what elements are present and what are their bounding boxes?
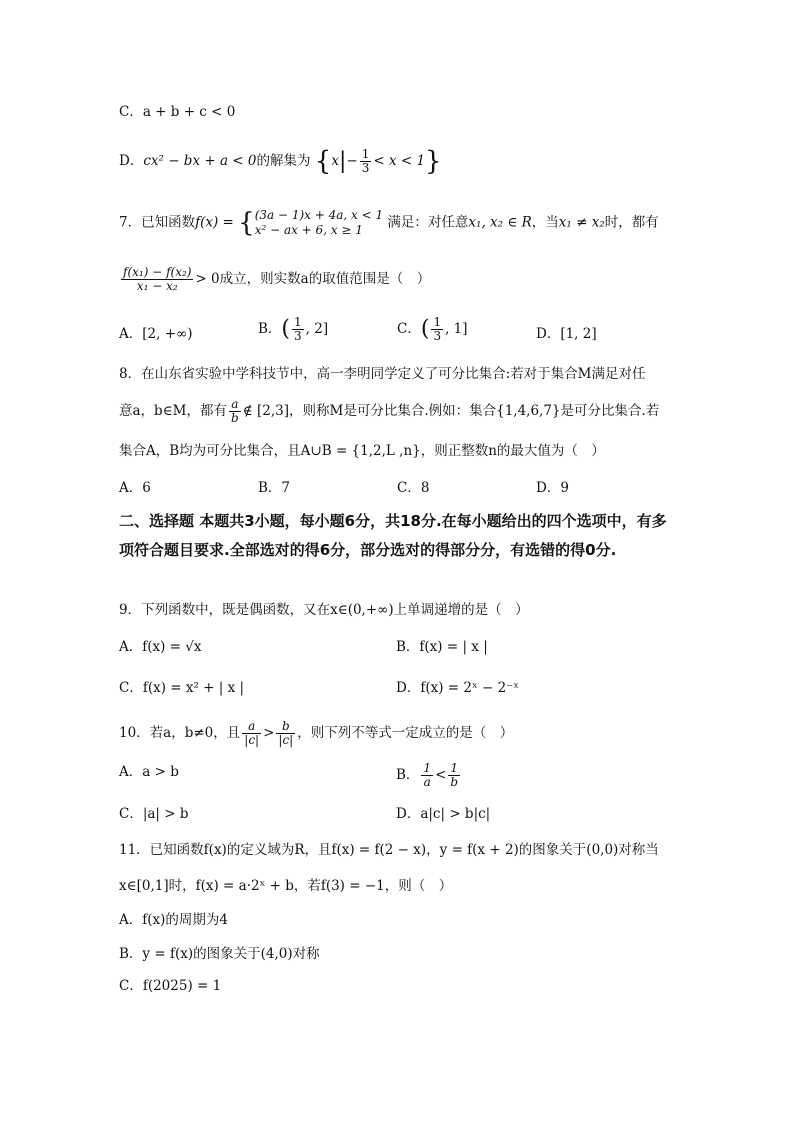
set-close-brace: } [425,146,442,177]
q7-mid2: ，当 [531,214,559,231]
q6-option-d-prefix: D． [119,153,144,169]
set-bar: | [338,148,347,174]
q10-option-b-fraction-2 [448,762,460,789]
q10-option-b-f2-num: 1 [448,762,460,776]
q9-option-c: C．f(x) = x² + | x | [119,680,245,696]
q7-option-c-fraction: $\frac{1}{3}$ [433,315,442,343]
set-var: x [331,153,339,169]
set-right: < x < 1 [373,153,426,169]
piece-case-2: x² − ax + 6, x ≥ 1 [254,223,363,237]
q11-option-c: C．f(2025) = 1 [119,978,222,994]
q7-option-b-fraction: $\frac{1}{3}$ [294,315,302,343]
q10-option-b-f2-den: b [450,775,459,789]
piecewise-brace: { [238,208,255,238]
set-fraction [360,148,372,175]
q7-option-c: C．( $\frac{1}{3}$ , 1] [397,315,468,343]
q9-option-a: A．f(x) = √x [119,639,202,655]
q7-fraction [121,266,193,293]
q10-fraction-1-num: a [242,720,261,734]
q7-option-b-prefix: B． [258,321,282,337]
q7-option-d: D．[1, 2] [536,326,597,342]
piece-case-1: (3a − 1)x + 4a, x < 1 [254,208,384,222]
q8-stem-line3: 集合A，B均为可分比集合，且A∪B = {1,2,L ,n}，则正整数n的最大值为（ ） [119,443,605,459]
set-open-brace: { [314,146,332,177]
q10-option-b [396,762,462,789]
q8-fraction-num: a [229,398,241,412]
q8-line2-b: ∉ [2,3]，则称M是可分比集合.例如：集合{1,4,6,7}是可分比集合.若 [242,403,660,419]
q11-stem-line2: x∈[0,1]时，f(x) = a·2ˣ + b，若f(3) = −1，则（ ） [119,878,453,894]
q8-option-a: A．6 [119,480,151,496]
q7-fraction-den: x₁ − x₂ [136,279,178,293]
q10-option-b-lt: < [435,767,447,783]
q10-fraction-2-num: b [276,720,295,734]
q7-fx: f(x) = [195,214,234,231]
set-fraction-num: 1 [361,147,370,161]
q6-option-d [119,148,442,175]
q9-option-b: B．f(x) = | x | [396,639,488,655]
q10-fraction-1-den: |c| [244,733,260,747]
q10-stem [119,720,513,747]
q8-option-c: C．8 [397,480,430,496]
q6-option-d-mid: 的解集为 [256,153,311,169]
q10-gt: > [263,725,275,741]
q9-stem: 9．下列函数中，既是偶函数，又在x∈(0,+∞)上单调递增的是（ ） [119,602,529,618]
q10-fraction-1 [242,720,261,747]
q10-option-b-f1-num: 1 [423,761,432,775]
q10-option-b-prefix: B． [396,767,420,783]
q10-fraction-2-den: |c| [278,733,294,747]
q7-option-b: B．( $\frac{1}{3}$ , 2] [258,315,329,343]
q6-option-c: C．a + b + c < 0 [119,104,236,120]
piecewise-cases [255,208,383,238]
q10-option-d: D．a|c| > b|c| [396,806,491,822]
q7-mid: 满足：对任意 [387,214,469,231]
q10-fraction-2 [276,720,295,747]
q8-option-d: D．9 [536,480,569,496]
q8-stem-line2 [119,398,659,425]
section-2-heading: 二、选择题 本题共3小题，每小题6分，共18分.在每小题给出的四个选项中，有多项符合题目要求.全部选对的得6分，部分选对的得部分分，有选错的得0分. [119,512,667,559]
q10-option-c: C．|a| > b [119,806,189,822]
q7-vars: x₁, x₂ ∈ R [468,214,532,231]
q11-option-a: A．f(x)的周期为4 [119,912,228,928]
q7-stem-line1 [119,208,659,238]
q7-prefix: 7．已知函数 [119,214,196,231]
q6-option-d-expr: cx² − bx + a < 0 [143,153,257,169]
q10-option-b-fraction-1 [421,762,433,789]
q10-option-a: A．a > b [119,764,179,780]
q11-stem-line1: 11．已知函数f(x)的定义域为R，且f(x) = f(2 − x)，y = f(x + 2)的图象关于(0,0)对称当 [119,842,659,858]
q7-stem-line2 [119,266,430,293]
q7-line2-tail: > 0成立，则实数a的取值范围是（ ） [195,271,431,287]
q10-option-b-f1-den: a [423,775,431,789]
q8-fraction-den: b [231,411,239,425]
q7-fraction-num: f(x₁) − f(x₂) [123,265,192,279]
q8-option-b: B．7 [258,480,291,496]
set-fraction-den: 3 [361,161,370,175]
q8-line2-a: 意a，b∈M，都有 [119,403,228,419]
q11-option-b: B．y = f(x)的图象关于(4,0)对称 [119,946,320,962]
q8-stem-line1: 8．在山东省实验中学科技节中，高一李明同学定义了可分比集合:若对于集合M满足对任 [119,366,646,382]
q10-stem-a: 10．若a，b≠0，且 [119,725,241,741]
q9-option-d: D．f(x) = 2ˣ − 2⁻ˣ [396,680,520,696]
q7-option-b-tail: , 2] [305,321,329,337]
q7-neq: x₁ ≠ x₂ [558,214,605,231]
q7-option-a: A．[2, +∞) [119,326,193,342]
q7-tail: 时，都有 [604,214,659,231]
q8-fraction [229,398,241,425]
q10-stem-b: ，则下列不等式一定成立的是（ ） [297,725,514,741]
q7-option-c-prefix: C． [397,321,421,337]
q7-option-c-tail: , 1] [445,321,468,337]
set-minus: − [346,153,358,169]
